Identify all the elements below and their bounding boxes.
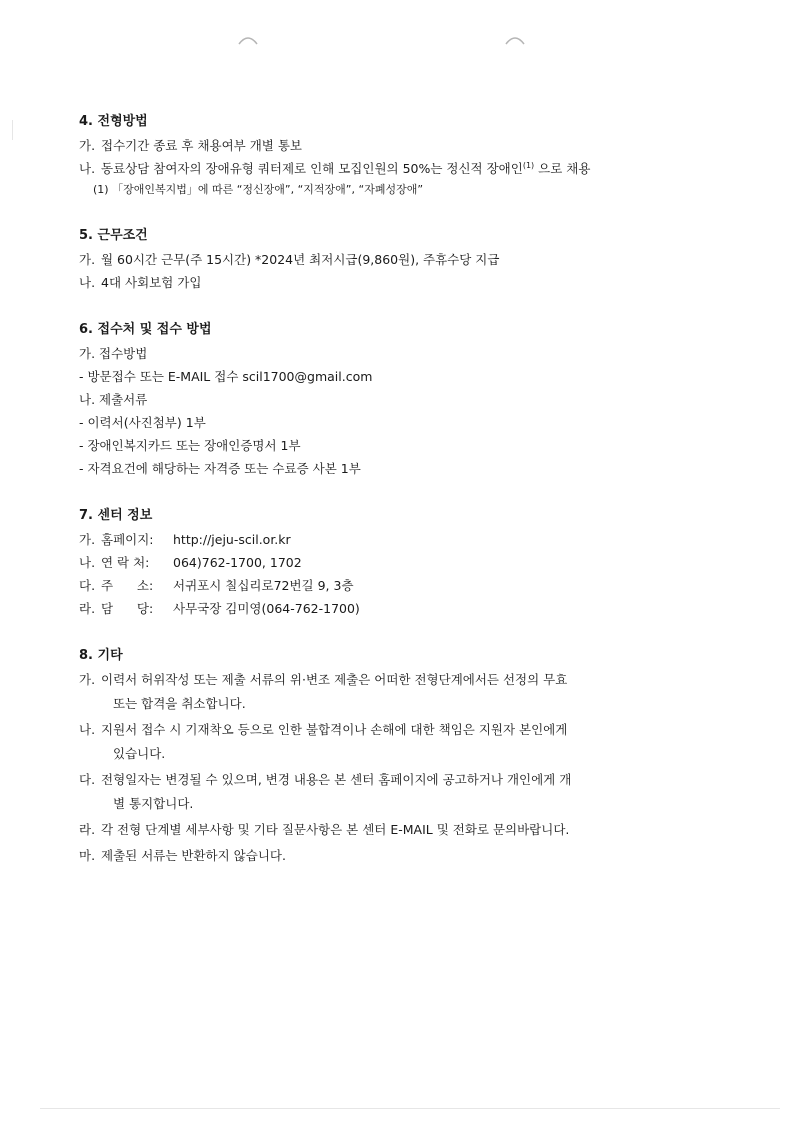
info-homepage: 가. 홈페이지: http://jeju-scil.or.kr	[79, 528, 739, 551]
list-item: 가. 이력서 허위작성 또는 제출 서류의 위·변조 제출은 어떠한 전형단계에서든 선정의 무효 또는 합격을 취소합니다.	[79, 672, 568, 711]
list-item: - 장애인복지카드 또는 장애인증명서 1부	[79, 438, 301, 453]
info-address: 다. 주 소: 서귀포시 칠십리로72번길 9, 3층	[79, 578, 354, 593]
section-title: 8. 기타	[79, 648, 123, 663]
homepage-link[interactable]: http://jeju-scil.or.kr	[173, 532, 291, 547]
section-title: 6. 접수처 및 접수 방법	[79, 322, 212, 337]
list-item: 마. 제출된 서류는 반환하지 않습니다.	[79, 848, 286, 863]
list-item: 나. 지원서 접수 시 기재착오 등으로 인한 불합격이나 손해에 대한 책임은 지원자 본인에게 있습니다.	[79, 722, 568, 761]
section-title: 7. 센터 정보	[79, 508, 153, 523]
list-item: 가. 접수기간 종료 후 채용여부 개별 통보	[79, 138, 302, 153]
scan-edge-mark	[12, 120, 13, 140]
scan-bottom-edge	[40, 1108, 780, 1109]
footnote-ref: (1)	[522, 160, 535, 170]
list-item: 다. 전형일자는 변경될 수 있으며, 변경 내용은 본 센터 홈페이지에 공고하거나 개인에게 개 별 통지합니다.	[79, 772, 572, 811]
list-item: 가. 월 60시간 근무(주 15시간) *2024년 최저시급(9,860원), 주휴수당 지급	[79, 252, 500, 267]
info-manager: 라. 담 당: 사무국장 김미영(064-762-1700)	[79, 601, 360, 616]
section-center-info	[79, 504, 739, 620]
list-item: - 자격요건에 해당하는 자격증 또는 수료증 사본 1부	[79, 461, 361, 476]
section-selection-method	[79, 110, 739, 200]
list-item: 가. 접수방법	[79, 346, 148, 361]
list-item: - 이력서(사진첨부) 1부	[79, 415, 206, 430]
section-title: 5. 근무조건	[79, 228, 148, 243]
punch-hole-mark-left	[236, 32, 260, 46]
punch-hole-mark-right	[503, 32, 527, 46]
footnote: (1) 「장애인복지법」에 따른 “정신장애”, “지적장애”, “자폐성장애”	[93, 183, 424, 196]
section-title: 4. 전형방법	[79, 114, 148, 129]
section-application	[79, 318, 739, 480]
info-contact: 나. 연 락 처: 064)762-1700, 1702	[79, 555, 302, 570]
list-item: 나. 제출서류	[79, 392, 148, 407]
list-item: 나. 동료상담 참여자의 장애유형 쿼터제로 인해 모집인원의 50%는 정신적 장애인$^{(1)}$ 으로 채용	[79, 160, 591, 176]
list-item: 라. 각 전형 단계별 세부사항 및 기타 질문사항은 본 센터 E-MAIL 및 전화로 문의바랍니다.	[79, 822, 570, 837]
section-etc	[79, 644, 739, 868]
document-body	[79, 110, 739, 870]
list-item: 나. 4대 사회보험 가입	[79, 275, 202, 290]
section-work-conditions	[79, 224, 739, 294]
list-item: - 방문접수 또는 E-MAIL 접수 scil1700@gmail.com	[79, 369, 373, 384]
